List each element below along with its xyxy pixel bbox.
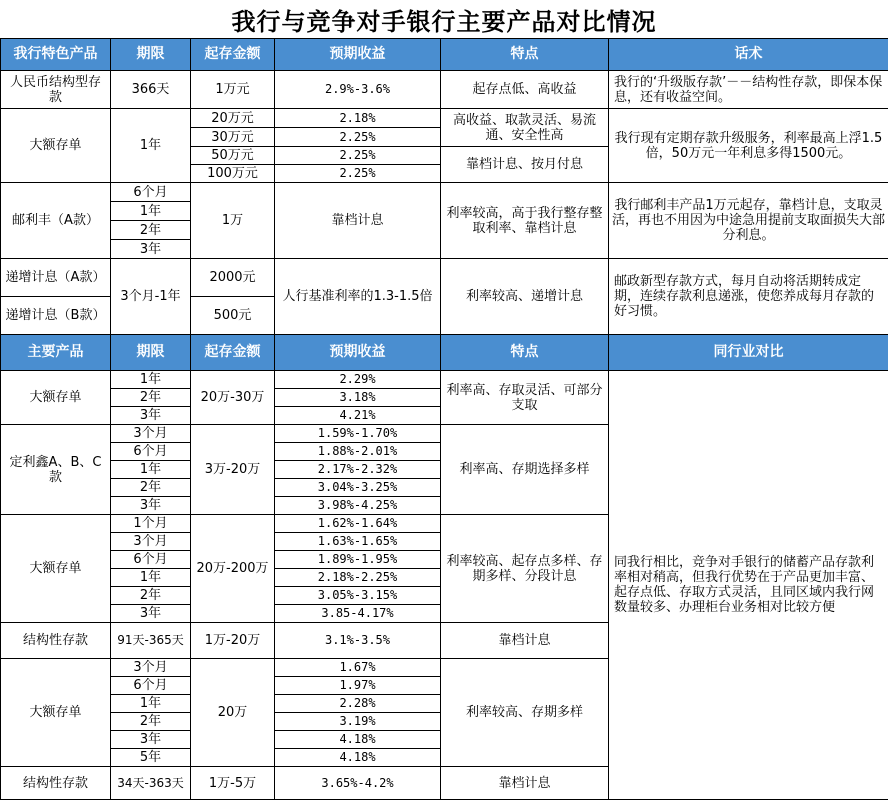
product-name: 大额存单 bbox=[1, 515, 111, 623]
yield-cell: 人行基准利率的1.3-1.5倍 bbox=[275, 259, 441, 335]
yield-cell: 1.59%-1.70% bbox=[275, 425, 441, 443]
term-cell: 3个月-1年 bbox=[111, 259, 191, 335]
feature-cell: 高收益、取款灵活、易流通、安全性高 bbox=[441, 109, 609, 147]
yield-cell: 4.18% bbox=[275, 749, 441, 767]
term-cell: 91天-365天 bbox=[111, 623, 191, 659]
product-name: 大额存单 bbox=[1, 371, 111, 425]
script-cell: 我行邮利丰产品1万元起存，靠档计息，支取灵活，再也不用因为中途急用提前支取面损失大部分利息。 bbox=[609, 183, 888, 259]
product-name: 人民币结构型存款 bbox=[1, 71, 111, 109]
term-cell: 1年 bbox=[111, 371, 191, 389]
header-row-competitor bbox=[1, 335, 888, 371]
term-cell: 3年 bbox=[111, 731, 191, 749]
product-name: 邮利丰（A款） bbox=[1, 183, 111, 259]
feature-cell: 利率较高、起存点多样、存期多样、分段计息 bbox=[441, 515, 609, 623]
product-name: 递增计息（B款） bbox=[1, 297, 111, 335]
term-cell: 1年 bbox=[111, 569, 191, 587]
term-cell: 34天-363天 bbox=[111, 767, 191, 800]
term-cell: 1个月 bbox=[111, 515, 191, 533]
yield-cell: 2.18%-2.25% bbox=[275, 569, 441, 587]
term-cell: 6个月 bbox=[111, 677, 191, 695]
comparison-table bbox=[0, 38, 888, 800]
yield-cell: 4.18% bbox=[275, 731, 441, 749]
term-cell: 1年 bbox=[111, 461, 191, 479]
feature-cell: 利率高、存取灵活、可部分支取 bbox=[441, 371, 609, 425]
yield-cell: 3.19% bbox=[275, 713, 441, 731]
yield-cell: 3.85-4.17% bbox=[275, 605, 441, 623]
col-header-term: 期限 bbox=[111, 335, 191, 371]
term-cell: 3年 bbox=[111, 605, 191, 623]
product-name: 结构性存款 bbox=[1, 767, 111, 800]
min-cell: 2000元 bbox=[191, 259, 275, 297]
product-name: 大额存单 bbox=[1, 659, 111, 767]
min-cell: 1万 bbox=[191, 183, 275, 259]
product-name: 定利鑫A、B、C款 bbox=[1, 425, 111, 515]
product-name: 递增计息（A款） bbox=[1, 259, 111, 297]
term-cell: 6个月 bbox=[111, 551, 191, 569]
yield-cell: 2.25% bbox=[275, 147, 441, 165]
term-cell: 2年 bbox=[111, 713, 191, 731]
yield-cell: 2.29% bbox=[275, 371, 441, 389]
yield-cell: 1.89%-1.95% bbox=[275, 551, 441, 569]
yield-cell: 2.25% bbox=[275, 128, 441, 147]
term-cell: 3年 bbox=[111, 497, 191, 515]
min-cell: 1万-5万 bbox=[191, 767, 275, 800]
term-cell: 6个月 bbox=[111, 183, 191, 202]
header-row-our bbox=[1, 39, 888, 71]
col-header-min: 起存金额 bbox=[191, 335, 275, 371]
yield-cell: 3.04%-3.25% bbox=[275, 479, 441, 497]
yield-cell: 1.63%-1.65% bbox=[275, 533, 441, 551]
col-header-term: 期限 bbox=[111, 39, 191, 71]
feature-cell: 靠档计息 bbox=[441, 623, 609, 659]
yield-cell: 3.18% bbox=[275, 389, 441, 407]
min-cell: 20万 bbox=[191, 659, 275, 767]
table-row bbox=[1, 371, 888, 389]
feature-cell: 靠档计息、按月付息 bbox=[441, 147, 609, 183]
min-cell: 1万-20万 bbox=[191, 623, 275, 659]
table-row bbox=[1, 109, 888, 128]
yield-cell: 3.1%-3.5% bbox=[275, 623, 441, 659]
product-name: 结构性存款 bbox=[1, 623, 111, 659]
term-cell: 3年 bbox=[111, 407, 191, 425]
min-cell: 50万元 bbox=[191, 147, 275, 165]
term-cell: 2年 bbox=[111, 221, 191, 240]
feature-cell: 利率较高，高于我行整存整取利率、靠档计息 bbox=[441, 183, 609, 259]
col-header-yield: 预期收益 bbox=[275, 335, 441, 371]
yield-cell: 3.98%-4.25% bbox=[275, 497, 441, 515]
table-row bbox=[1, 259, 888, 297]
min-cell: 1万元 bbox=[191, 71, 275, 109]
min-cell: 20万-30万 bbox=[191, 371, 275, 425]
min-cell: 20万-200万 bbox=[191, 515, 275, 623]
min-cell: 30万元 bbox=[191, 128, 275, 147]
term-cell: 2年 bbox=[111, 587, 191, 605]
term-cell: 3年 bbox=[111, 240, 191, 259]
term-cell: 1年 bbox=[111, 202, 191, 221]
feature-cell: 靠档计息 bbox=[441, 767, 609, 800]
feature-cell: 起存点低、高收益 bbox=[441, 71, 609, 109]
yield-cell: 2.17%-2.32% bbox=[275, 461, 441, 479]
yield-cell: 2.25% bbox=[275, 165, 441, 183]
min-cell: 500元 bbox=[191, 297, 275, 335]
table-row bbox=[1, 71, 888, 109]
term-cell: 6个月 bbox=[111, 443, 191, 461]
col-header-feature: 特点 bbox=[441, 335, 609, 371]
term-cell: 5年 bbox=[111, 749, 191, 767]
term-cell: 366天 bbox=[111, 71, 191, 109]
term-cell: 3个月 bbox=[111, 425, 191, 443]
term-cell: 2年 bbox=[111, 479, 191, 497]
yield-cell: 2.9%-3.6% bbox=[275, 71, 441, 109]
col-header-compare: 同行业对比 bbox=[609, 335, 888, 371]
script-cell: 我行现有定期存款升级服务，利率最高上浮1.5倍，50万元一年利息多得1500元。 bbox=[609, 109, 888, 183]
yield-cell: 4.21% bbox=[275, 407, 441, 425]
col-header-min: 起存金额 bbox=[191, 39, 275, 71]
page-title: 我行与竞争对手银行主要产品对比情况 bbox=[231, 6, 657, 36]
min-cell: 3万-20万 bbox=[191, 425, 275, 515]
yield-cell: 2.18% bbox=[275, 109, 441, 128]
feature-cell: 利率较高、递增计息 bbox=[441, 259, 609, 335]
product-name: 大额存单 bbox=[1, 109, 111, 183]
yield-cell: 3.05%-3.15% bbox=[275, 587, 441, 605]
min-cell: 100万元 bbox=[191, 165, 275, 183]
feature-cell: 利率高、存期选择多样 bbox=[441, 425, 609, 515]
yield-cell: 1.88%-2.01% bbox=[275, 443, 441, 461]
script-cell: 我行的‘升级版存款’－－结构性存款，即保本保息，还有收益空间。 bbox=[609, 71, 888, 109]
col-header-script: 话术 bbox=[609, 39, 888, 71]
yield-cell: 2.28% bbox=[275, 695, 441, 713]
yield-cell: 靠档计息 bbox=[275, 183, 441, 259]
term-cell: 2年 bbox=[111, 389, 191, 407]
yield-cell: 1.62%-1.64% bbox=[275, 515, 441, 533]
compare-cell: 同我行相比，竞争对手银行的储蓄产品存款利率相对稍高，但我行优势在于产品更加丰富、起存点低、存取方式灵活，且同区域内我行网数量较多、办理柜台业务相对比较方便 bbox=[609, 371, 888, 800]
feature-cell: 利率较高、存期多样 bbox=[441, 659, 609, 767]
term-cell: 3个月 bbox=[111, 659, 191, 677]
script-cell: 邮政新型存款方式，每月自动将活期转成定期，连续存款利息递涨，使您养成每月存款的好习惯。 bbox=[609, 259, 888, 335]
term-cell: 1年 bbox=[111, 109, 191, 183]
col-header-feature: 特点 bbox=[441, 39, 609, 71]
col-header-product: 主要产品 bbox=[1, 335, 111, 371]
yield-cell: 1.97% bbox=[275, 677, 441, 695]
yield-cell: 1.67% bbox=[275, 659, 441, 677]
col-header-yield: 预期收益 bbox=[275, 39, 441, 71]
col-header-product: 我行特色产品 bbox=[1, 39, 111, 71]
table-row bbox=[1, 183, 888, 202]
term-cell: 3个月 bbox=[111, 533, 191, 551]
min-cell: 20万元 bbox=[191, 109, 275, 128]
yield-cell: 3.65%-4.2% bbox=[275, 767, 441, 800]
term-cell: 1年 bbox=[111, 695, 191, 713]
